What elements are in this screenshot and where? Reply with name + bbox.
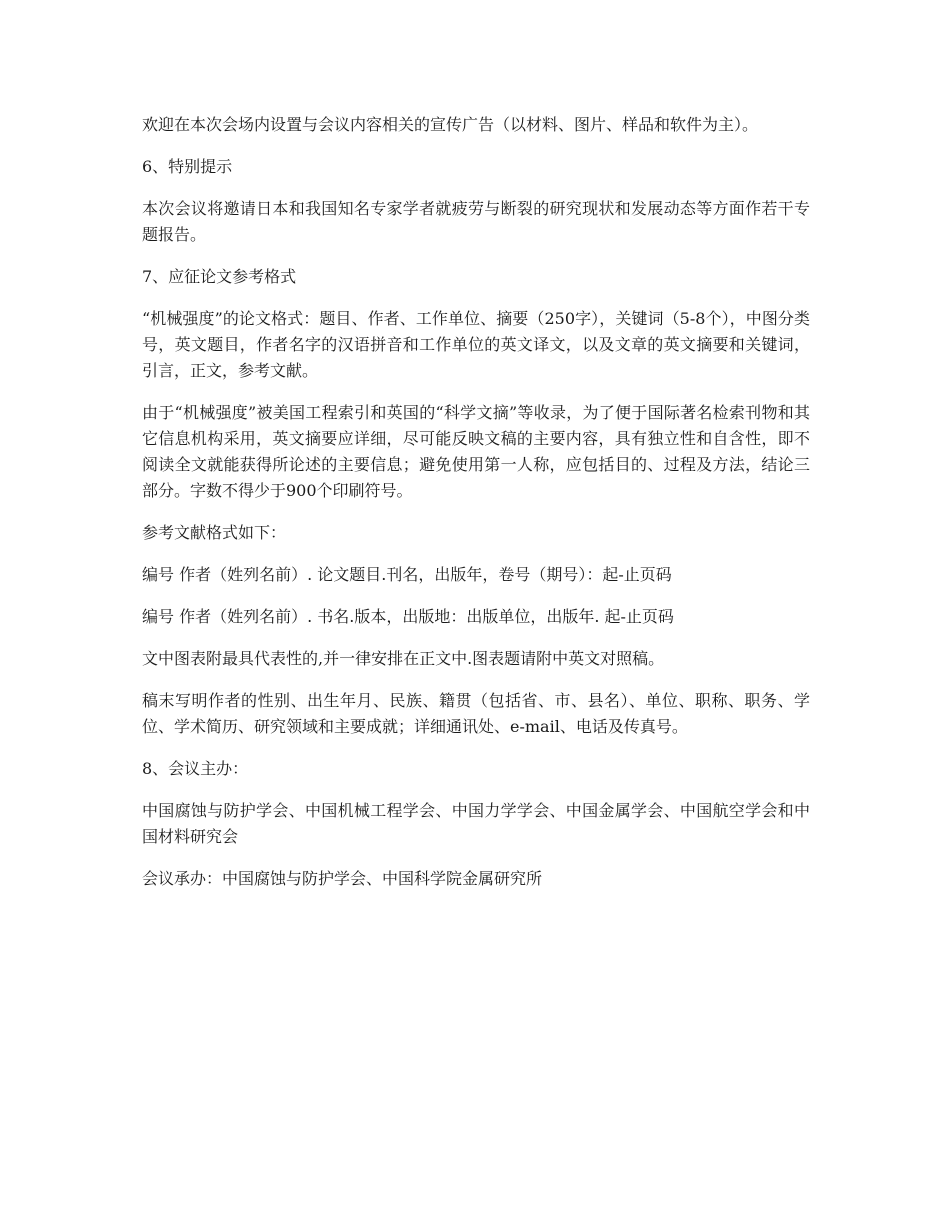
section-heading-organizers: 8、会议主办： [142,759,249,778]
paragraph-organizers: 中国腐蚀与防护学会、中国机械工程学会、中国力学学会、中国金属学会、中国航空学会和中国材料研究会 [142,801,810,846]
paragraph-reference-journal-format: 编号 作者（姓列名前）. 论文题目.刊名，出版年，卷号（期号）：起-止页码 [142,565,672,584]
paragraph-paper-format: “机械强度”的论文格式：题目、作者、工作单位、摘要（250字），关键词（5-8个），中图分类号，英文题目，作者名字的汉语拼音和工作单位的英文译文，以及文章的英文摘要和关键词，引言，正文，参考文献。 [142,309,810,380]
paragraph-author-info: 稿末写明作者的性别、出生年月、民族、籍贯（包括省、市、县名）、单位、职称、职务、学位、学术简历、研究领域和主要成就；详细通讯处、e-mail、电话及传真号。 [142,691,810,736]
paragraph-figures-tables: 文中图表附最具代表性的,并一律安排在正文中.图表题请附中英文对照稿。 [142,649,665,668]
section-heading-special-notice: 6、特别提示 [142,157,233,176]
section-heading-paper-format: 7、应征论文参考格式 [142,267,297,286]
paragraph-hosts: 会议承办：中国腐蚀与防护学会、中国科学院金属研究所 [142,869,543,888]
document-page [142,112,810,908]
paragraph-advertising: 欢迎在本次会场内设置与会议内容相关的宣传广告（以材料、图片、样品和软件为主）。 [142,115,759,134]
paragraph-reference-book-format: 编号 作者（姓列名前）. 书名.版本，出版地：出版单位，出版年. 起-止页码 [142,607,674,626]
paragraph-special-reports: 本次会议将邀请日本和我国知名专家学者就疲劳与断裂的研究现状和发展动态等方面作若干专题报告。 [142,199,810,244]
paragraph-reference-format-intro: 参考文献格式如下： [142,523,287,542]
paragraph-english-abstract: 由于“机械强度”被美国工程索引和英国的“科学文摘”等收录，为了便于国际著名检索刊物和其它信息机构采用，英文摘要应详细，尽可能反映文稿的主要内容，具有独立性和自含性，即不阅读全文就能获得所论述的主要信息；避免使用第一人称，应包括目的、过程及方法，结论三部分。字数不得少于900个印刷符号。 [142,403,810,500]
